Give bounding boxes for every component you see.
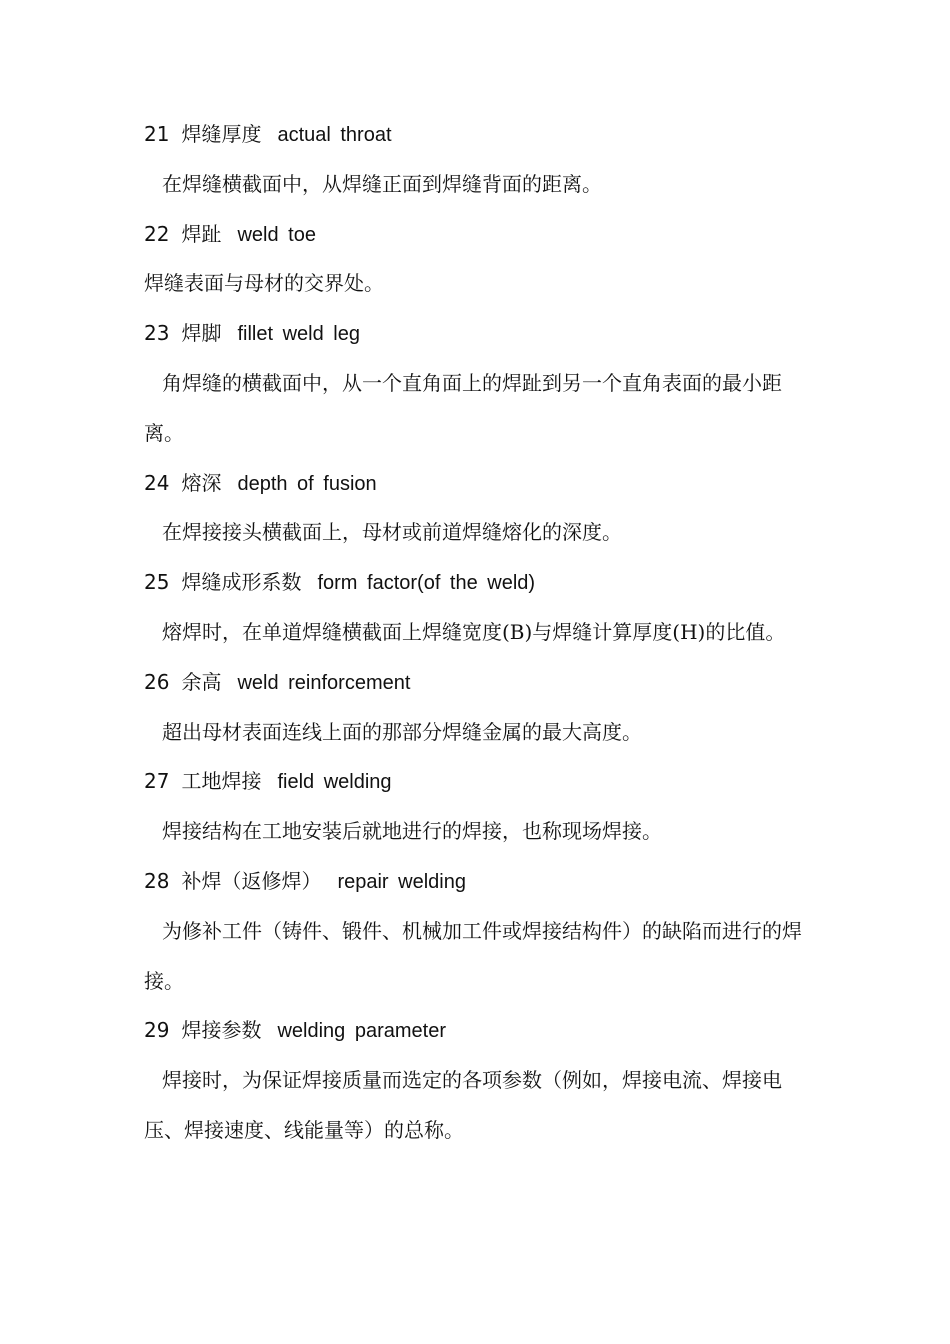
- entry-number: 29: [144, 1018, 170, 1043]
- entry-definition: 熔焊时，在单道焊缝横截面上焊缝宽度(B)与焊缝计算厚度(H)的比值。: [162, 619, 786, 644]
- entry-heading: [144, 658, 814, 708]
- entry-number: 23: [144, 321, 170, 346]
- entry-number: 24: [144, 470, 170, 495]
- entry-term-zh: 焊缝成形系数: [181, 570, 302, 595]
- entry-number: 22: [144, 221, 170, 246]
- entry-heading: [144, 459, 814, 509]
- entry-term-zh: 余高: [181, 669, 222, 694]
- entry-term-en: actual throat: [277, 124, 392, 146]
- entry-heading: [144, 210, 814, 260]
- entry-term-en: depth of fusion: [237, 472, 377, 495]
- entry-term-en: repair welding: [337, 870, 466, 893]
- entry-definition: 焊接时，为保证焊接质量而选定的各项参数（例如，焊接电流、焊接电压、焊接速度、线能量等）的总称。: [144, 1068, 782, 1142]
- entry-term-en: fillet weld leg: [237, 323, 360, 346]
- entry-term-zh: 焊趾: [181, 221, 222, 246]
- entry-definition: 为修补工件（铸件、锻件、机械加工件或焊接结构件）的缺陷而进行的焊接。: [144, 918, 802, 993]
- entry-heading: [144, 110, 814, 160]
- entry-term-zh: 工地焊接: [181, 769, 262, 794]
- entry-term-zh: 焊缝厚度: [181, 122, 262, 146]
- entry-definition: 焊接结构在工地安装后就地进行的焊接，也称现场焊接。: [162, 819, 662, 844]
- entry-term-en: weld reinforcement: [237, 671, 411, 694]
- entry-term-zh: 焊脚: [181, 321, 222, 346]
- entry-heading: [144, 1006, 814, 1056]
- entry-definition: 在焊缝横截面中，从焊缝正面到焊缝背面的距离。: [162, 171, 602, 196]
- entry-heading: [144, 558, 814, 608]
- entry-term-en: welding parameter: [277, 1020, 446, 1043]
- entry-definition: 超出母材表面连线上面的那部分焊缝金属的最大高度。: [162, 719, 642, 744]
- entry-term-zh: 熔深: [181, 470, 222, 495]
- entry-definition: 焊缝表面与母材的交界处。: [144, 271, 384, 296]
- entry-number: 27: [144, 769, 170, 794]
- entry-term-en: weld toe: [237, 223, 316, 246]
- glossary-entries: [144, 110, 814, 1156]
- entry-number: 28: [144, 868, 170, 893]
- entry-term-en: form factor(of the weld): [317, 572, 536, 595]
- entry-number: 21: [144, 122, 170, 146]
- entry-definition: 角焊缝的横截面中，从一个直角面上的焊趾到另一个直角表面的最小距离。: [144, 370, 782, 445]
- entry-heading: [144, 757, 814, 807]
- entry-term-en: field welding: [277, 771, 392, 794]
- entry-term-zh: 补焊（返修焊）: [181, 868, 322, 893]
- entry-term-zh: 焊接参数: [181, 1018, 262, 1043]
- entry-number: 26: [144, 669, 170, 694]
- entry-heading: [144, 309, 814, 359]
- entry-heading: [144, 857, 814, 907]
- entry-definition: 在焊接接头横截面上，母材或前道焊缝熔化的深度。: [162, 520, 622, 545]
- entry-number: 25: [144, 570, 170, 595]
